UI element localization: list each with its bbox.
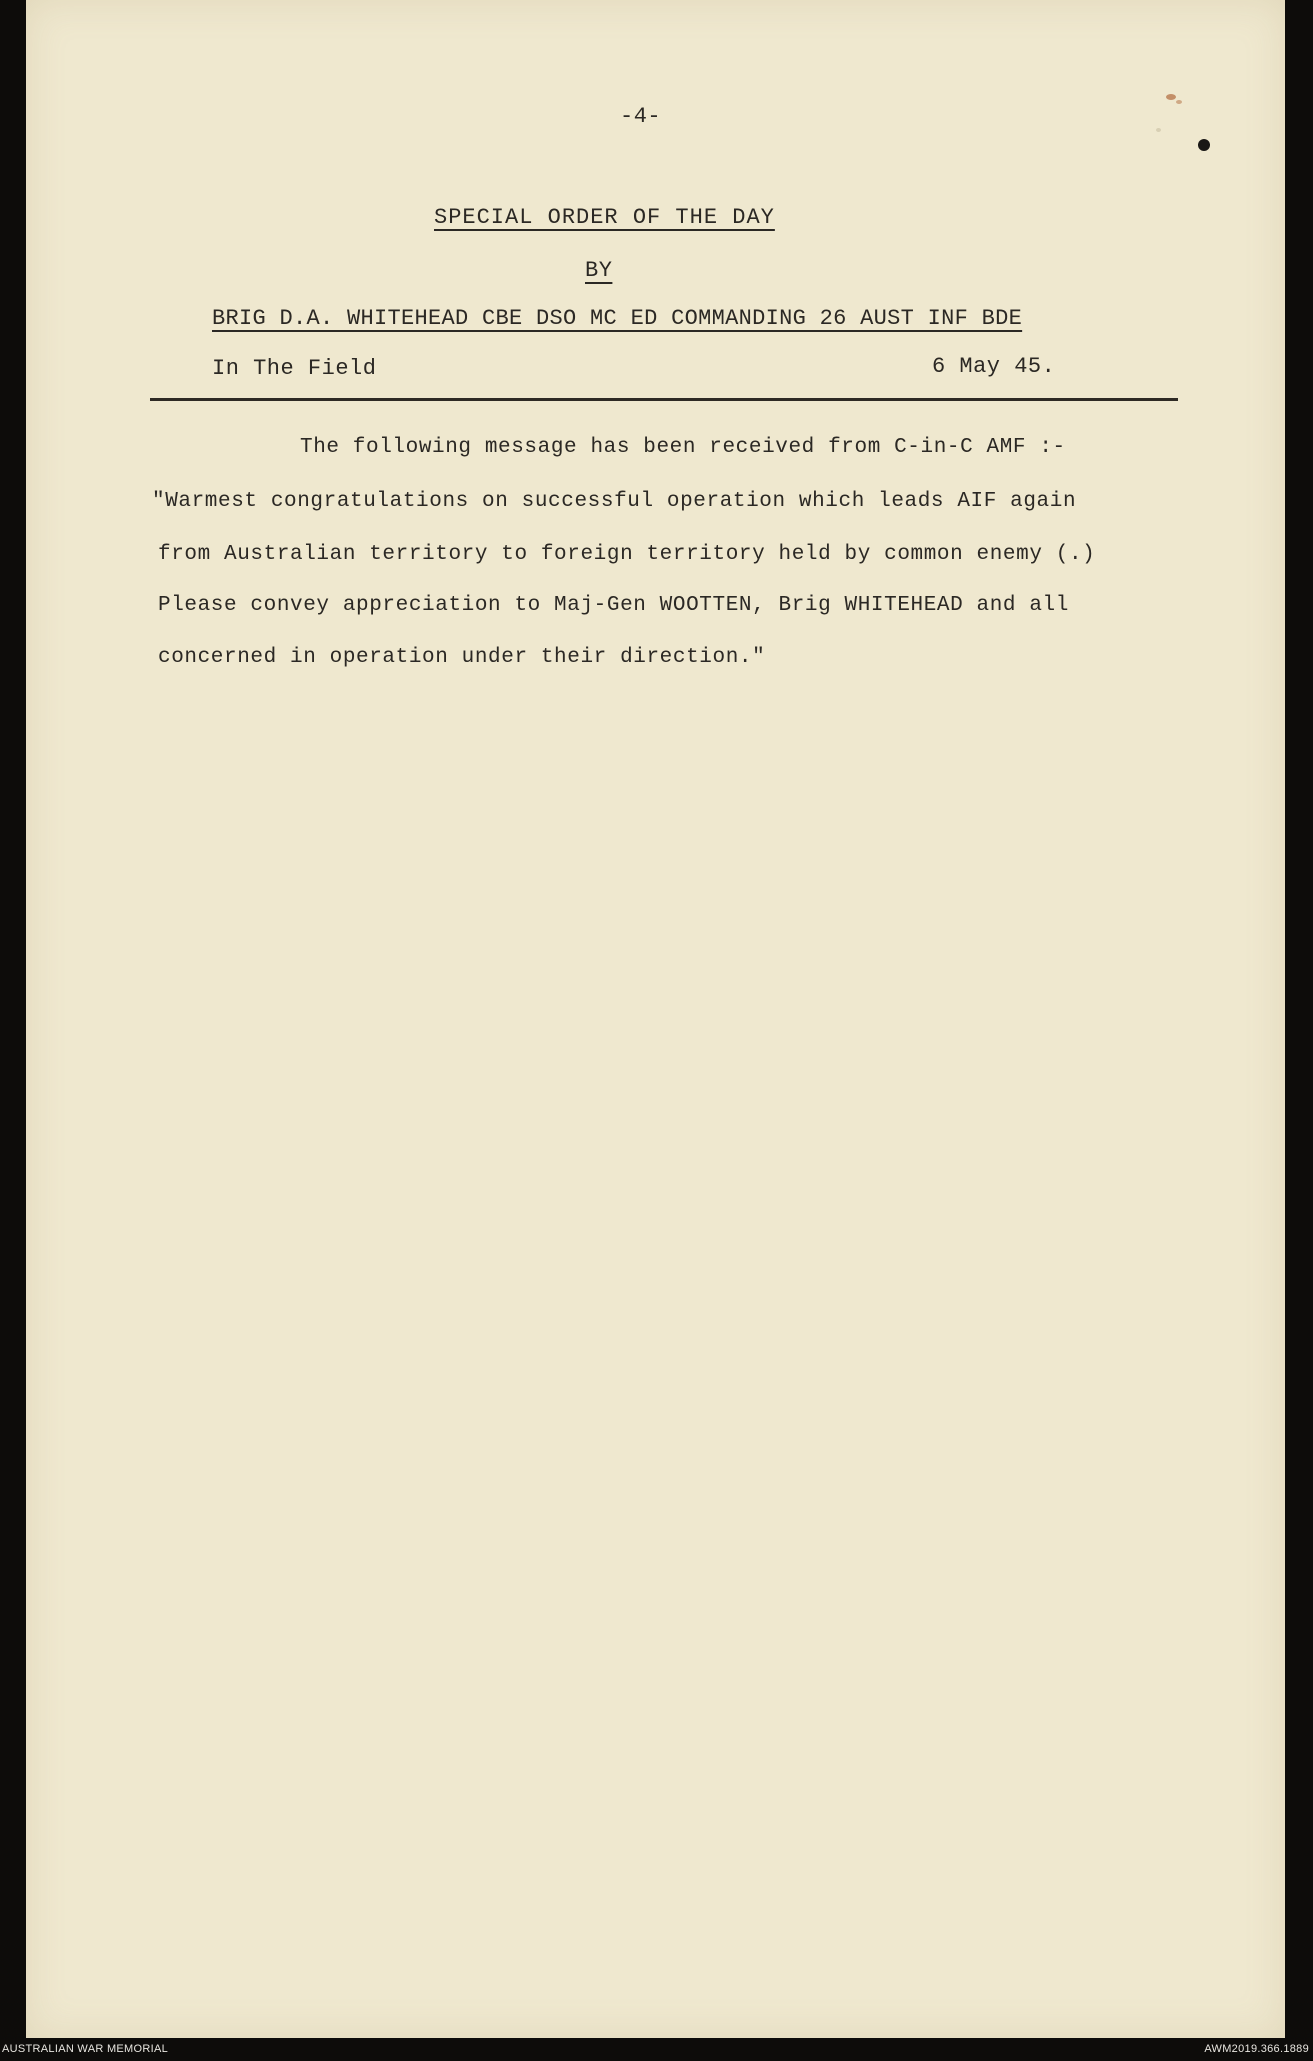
punch-hole xyxy=(1198,139,1210,151)
order-title: SPECIAL ORDER OF THE DAY xyxy=(434,205,775,230)
order-by: BY xyxy=(585,258,613,283)
commander-line: BRIG D.A. WHITEHEAD CBE DSO MC ED COMMANDING 26 AUST INF BDE xyxy=(212,306,1023,331)
body-line: concerned in operation under their direction." xyxy=(158,646,766,669)
page-number: -4- xyxy=(620,104,662,129)
place-line: In The Field xyxy=(212,356,377,381)
footer-reference: AWM2019.366.1889 xyxy=(1204,2043,1309,2055)
body-line: from Australian territory to foreign territory held by common enemy (.) xyxy=(158,543,1096,566)
footer-institution: AUSTRALIAN WAR MEMORIAL xyxy=(2,2043,169,2055)
body-line: "Warmest congratulations on successful operation which leads AIF again xyxy=(152,490,1077,513)
body-line: The following message has been received from C-in-C AMF :- xyxy=(300,436,1066,459)
rust-stain xyxy=(1166,94,1176,100)
rust-stain xyxy=(1176,100,1182,104)
body-line: Please convey appreciation to Maj-Gen WOOTTEN, Brig WHITEHEAD and all xyxy=(158,594,1069,617)
divider-rule xyxy=(150,398,1178,401)
paper-speck xyxy=(1156,128,1161,132)
date-line: 6 May 45. xyxy=(932,354,1056,379)
